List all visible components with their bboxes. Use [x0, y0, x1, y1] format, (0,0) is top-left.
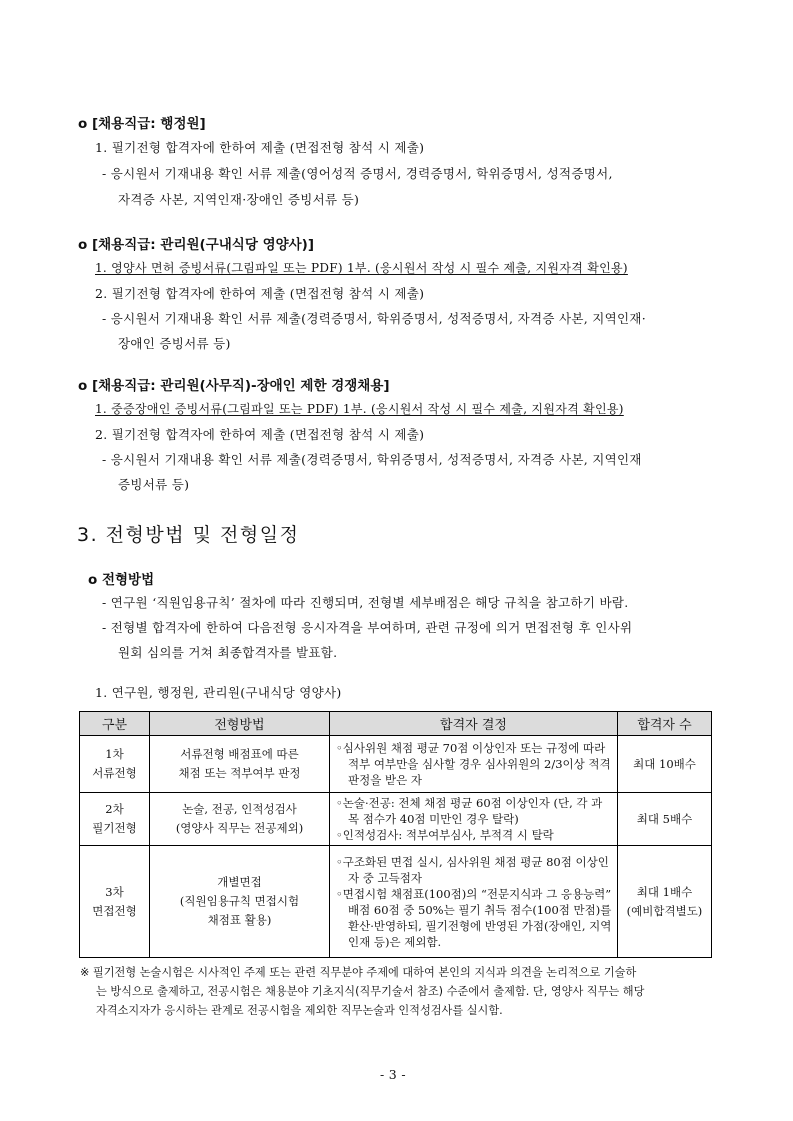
- count-cell: [618, 793, 712, 846]
- dietitian-line-3: - 응시원서 기재내용 확인 서류 제출(경력증명서, 학위증명서, 성적증명서, 자격증 사본, 지역인재·: [102, 311, 647, 326]
- disabled-line-2: 2. 필기전형 합격자에 한하여 제출 (면접전형 참석 시 제출): [95, 427, 425, 442]
- section-title-admin: o [채용직급: 행정원]: [78, 116, 206, 132]
- table-header-row: [80, 712, 712, 736]
- count-text: 최대 1배수: [636, 884, 693, 899]
- method-line-2: - 전형별 합격자에 한하여 다음전형 응시자격을 부여하며, 관련 규정에 의거 면접전형 후 인사위: [102, 620, 633, 635]
- method-text: 개별면접: [217, 875, 262, 889]
- footnote-line-3: 자격소지자가 응시하는 관계로 전공시험을 제외한 직무논술과 인적성검사를 실시함.: [96, 1004, 503, 1017]
- dietitian-line-4: 장애인 증빙서류 등): [118, 336, 231, 351]
- method-text: (영양사 직무는 전공제외): [175, 821, 304, 835]
- subsection-title: o 전형방법: [88, 572, 155, 588]
- decision-bullet: ◦구조화된 면접 실시, 심사위원 채점 평균 80점 이상인 자 중 고득점자: [336, 854, 609, 885]
- stage-label: 면접전형: [92, 903, 137, 918]
- stage-cell: [80, 793, 150, 846]
- method-text: 서류전형 배점표에 따른: [180, 747, 299, 761]
- stage-cell: [80, 736, 150, 793]
- disabled-line-4: 증빙서류 등): [118, 477, 190, 492]
- count-note: (예비합격별도): [626, 903, 703, 918]
- method-cell: [150, 846, 330, 958]
- stage-label: 필기전형: [92, 821, 137, 835]
- stage-number: 2차: [105, 802, 124, 816]
- count-text: 최대 5배수: [636, 811, 693, 826]
- method-line-3: 원회 심의를 거쳐 최종합격자를 발표함.: [118, 645, 338, 660]
- disabled-line-1: 1. 중증장애인 증빙서류(그림파일 또는 PDF) 1부. (응시원서 작성 시 필수 제출, 지원자격 확인용): [95, 402, 624, 416]
- stage-number: 3차: [105, 884, 124, 899]
- method-text: 채점표 활용): [207, 913, 272, 927]
- stage-label: 서류전형: [92, 766, 137, 780]
- header-method: 전형방법: [150, 712, 330, 736]
- footnote-line-1: ※ 필기전형 논술시험은 시사적인 주제 또는 관련 직무분야 주제에 대하여 본인의 지식과 의견을 논리적으로 기술하: [80, 966, 637, 979]
- decision-bullet: ◦면접시험 채점표(100점)의 “전문지식과 그 응용능력” 배점 60점 중 50%는 필기 취득 점수(100점 만점)를 환산·반영하되, 필기전형에 반영된 가점(장애인, 지역인재 등)은 제외함.: [336, 886, 612, 949]
- page-number: - 3 -: [380, 1067, 406, 1082]
- dietitian-line-2: 2. 필기전형 합격자에 한하여 제출 (면접전형 참석 시 제출): [95, 286, 425, 301]
- decision-bullet: ◦심사위원 채점 평균 70점 이상인자 또는 규정에 따라 적부 여부만을 심사할 경우 심사위원의 2/3이상 적격판정을 받은 자: [336, 741, 611, 787]
- footnote-line-2: 는 방식으로 출제하고, 전공시험은 채용분야 기초지식(직무기술서 참조) 수준에서 출제함. 단, 영양사 직무는 해당: [96, 985, 645, 998]
- method-text: 논술, 전공, 인적성검사: [182, 802, 297, 816]
- count-cell: [618, 846, 712, 958]
- table-row: [80, 793, 712, 846]
- table-row: [80, 736, 712, 793]
- method-text: 채점 또는 적부여부 판정: [178, 766, 301, 780]
- footnote: [80, 963, 720, 1020]
- decision-bullet: ◦논술·전공: 전체 채점 평균 60점 이상인자 (단, 각 과목 점수가 40점 미만인 경우 탈락): [336, 796, 603, 826]
- method-line-1: - 연구원 ‘직원임용규칙’ 절차에 따라 진행되며, 전형별 세부배점은 해당 규칙을 참고하기 바람.: [102, 595, 629, 610]
- disabled-line-3: - 응시원서 기재내용 확인 서류 제출(경력증명서, 학위증명서, 성적증명서, 자격증 사본, 지역인재: [102, 452, 642, 467]
- stage-cell: [80, 846, 150, 958]
- admin-line-3: 자격증 사본, 지역인재·장애인 증빙서류 등): [118, 192, 360, 207]
- chapter-title: 3. 전형방법 및 전형일정: [77, 524, 300, 546]
- header-count: 합격자 수: [618, 712, 712, 736]
- header-decision: 합격자 결정: [330, 712, 618, 736]
- dietitian-line-1: 1. 영양사 면허 증빙서류(그림파일 또는 PDF) 1부. (응시원서 작성 시 필수 제출, 지원자격 확인용): [95, 261, 628, 275]
- admin-line-1: 1. 필기전형 합격자에 한하여 제출 (면접전형 참석 시 제출): [95, 140, 425, 155]
- decision-cell: [330, 736, 618, 793]
- selection-table: [79, 711, 712, 958]
- section-title-dietitian: o [채용직급: 관리원(구내식당 영양사)]: [78, 237, 315, 253]
- table-caption: 1. 연구원, 행정원, 관리원(구내식당 영양사): [95, 685, 342, 700]
- header-stage: 구분: [80, 712, 150, 736]
- method-cell: [150, 793, 330, 846]
- admin-line-2: - 응시원서 기재내용 확인 서류 제출(영어성적 증명서, 경력증명서, 학위증명서, 성적증명서,: [102, 166, 613, 181]
- stage-number: 1차: [105, 747, 124, 761]
- method-cell: [150, 736, 330, 793]
- decision-bullet: ◦인적성검사: 적부여부심사, 부적격 시 탈락: [336, 828, 554, 842]
- method-text: (직원임용규칙 면접시험: [179, 894, 300, 908]
- section-title-disabled: o [채용직급: 관리원(사무직)-장애인 제한 경쟁채용]: [78, 378, 390, 394]
- count-cell: [618, 736, 712, 793]
- decision-cell: [330, 793, 618, 846]
- table-row: [80, 846, 712, 958]
- count-text: 최대 10배수: [633, 756, 696, 771]
- decision-cell: [330, 846, 618, 958]
